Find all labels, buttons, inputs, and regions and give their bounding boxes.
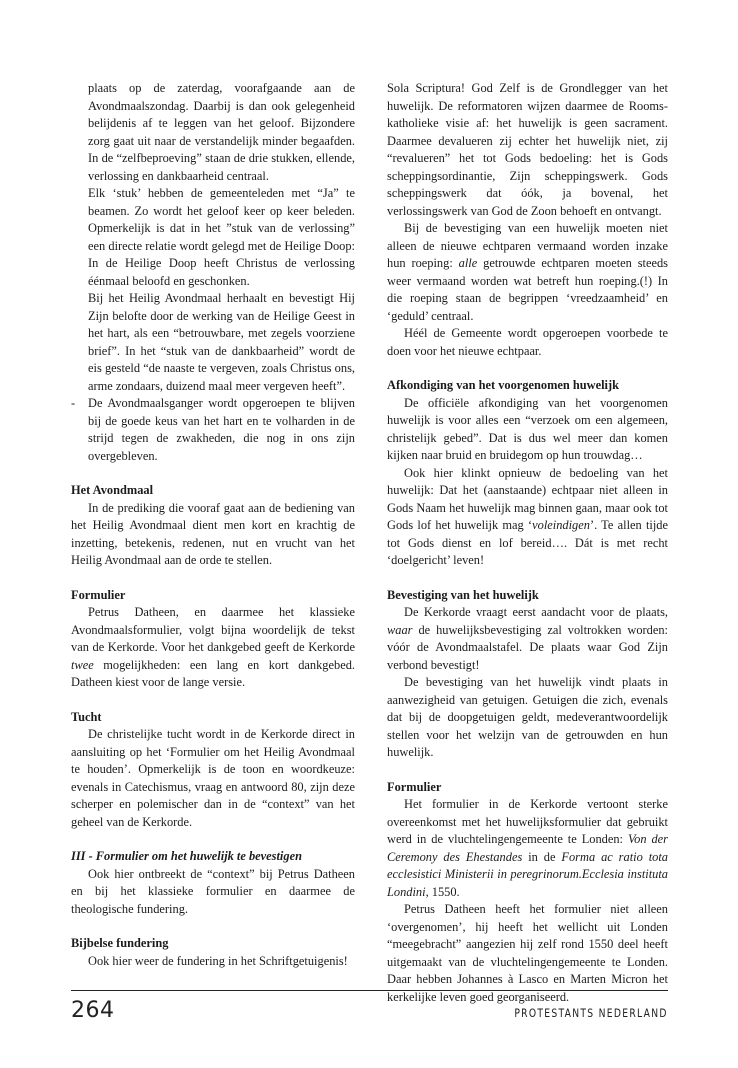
left-column bbox=[71, 80, 355, 970]
paragraph-afkondiging-2: Ook hier klinkt opnieuw de bedoeling van het huwelijk: Dat het (aanstaande) echtpaar niet alleen in Gods Naam het huwelijk mag binnen gaan, maar ook tot Gods lof het huwelijk mag ‘voleindigen’. Te allen tijde tot Gods dienst en lof bereid…. Dát is met recht ‘doelgericht’ leven! bbox=[387, 465, 668, 567]
journal-name: PROTESTANTS NEDERLAND bbox=[514, 1006, 668, 1020]
heading-bijbelse-fundering: Bijbelse fundering bbox=[71, 936, 169, 950]
dash-list-item bbox=[71, 395, 355, 465]
heading-section-iii: III - Formulier om het huwelijk te bevestigen bbox=[71, 849, 302, 863]
paragraph-bevestiging-2: De bevestiging van het huwelijk vindt plaats in aanwezigheid van getuigen. Getuigen die zich, evenals dat bij de doopgetuigen geldt, medeverantwoordelijk stellen voor het welzijn van de getrouwden en hun huwelijk. bbox=[387, 675, 668, 759]
paragraph-prediking: In de prediking die vooraf gaat aan de bediening van het Heilig Avondmaal dient men kort en krachtig de inzetting, betekenis, redenen, nut en vrucht van het Heilig Avondmaal aan de orde te stellen. bbox=[71, 500, 355, 567]
page-number: 264 bbox=[71, 998, 115, 1023]
paragraph-formulier-1: Het formulier in de Kerkorde vertoont sterke overeenkomst met het huwelijksformulier dat gebruikt werd in de vluchtelingengemeente te Londen: Von der Ceremony des Ehestandes in de Forma ac ratio tota ecclesistici Ministerii in peregrinorum.Ecclesia instituta Londini, 1550. bbox=[387, 797, 668, 899]
paragraph-sola-scriptura: Sola Scriptura! God Zelf is de Grondlegger van het huwelijk. De reformatoren wijzen daarmee de Rooms-katholieke visie af: het huwelijk is geen sacrament. Daarmee devalueren zij echter het huwelijk niet, zij “revalueren” het tot Gods bedoeling: het is Gods scheppingsordinantie, Zijn scheppingswerk. Gods scheppingswerk dat óók, ja bovenal, het verlossingswerk van God de Zoon behoeft en ontvangt. bbox=[387, 81, 668, 218]
paragraph-formulier: Petrus Datheen, en daarmee het klassieke Avondmaalsformulier, volgt bijna woordelijk de tekst van de Kerkorde. Voor het dankgebed geeft de Kerkorde twee mogelijkheden: een lang en kort dankgebed. Datheen kiest voor de lange versie. bbox=[71, 605, 355, 689]
paragraph-afkondiging-1: De officiële afkondiging van het voorgenomen huwelijk is voor alles een “verzoek om een algemeen, christelijk gebed”. Dat is dus wel meer dan komen kijken naar bruid en bruidegom op hun trouwdag… bbox=[387, 395, 668, 462]
paragraph-stuk: Elk ‘stuk’ hebben de gemeenteleden met “Ja” te beamen. Zo wordt het geloof keer op keer beleden. Opmerkelijk is dat in het ”stuk van de verlossing” een directe relatie wordt gelegd met de Heilige Doop: In de Heilige Doop heeft Christus de verlossing éénmaal beloofd en geschonken. bbox=[88, 186, 355, 288]
paragraph-tucht: De christelijke tucht wordt in de Kerkorde direct in aansluiting op het ‘Formulier om het Heilig Avondmaal te houden’. Opmerkelijk is de toon en woordkeuze: evenals in Catechismus, vraag en antwoord 80, zijn deze scherper en polemischer dan in de “context” van het geheel van de Kerkorde. bbox=[71, 727, 355, 829]
dash-bullet: - bbox=[71, 396, 76, 410]
heading-bevestiging: Bevestiging van het huwelijk bbox=[387, 587, 539, 602]
paragraph-bijbelse-fundering: Ook hier weer de fundering in het Schriftgetuigenis! bbox=[88, 953, 348, 968]
paragraph-bevestiging-1: De Kerkorde vraagt eerst aandacht voor de plaats, waar de huwelijksbevestiging zal voltrokken worden: vóór de Avondmaalstafel. De plaats waar God Zijn verbond bevestigt! bbox=[387, 605, 668, 672]
paragraph-zelfbeproeving: plaats op de zaterdag, voorafgaande aan de Avondmaalszondag. Daarbij is dan ook gelegenheid belijdenis af te leggen van het geloof. Bijzondere zorg gaat uit naar de verstandelijk minder begaafden. In de “zelfbeproeving” staan de drie stukken, ellende, verlossing en dankbaarheid centraal. bbox=[88, 81, 355, 183]
right-column bbox=[387, 80, 668, 1006]
paragraph-avondmaal-belofte: Bij het Heilig Avondmaal herhaalt en bevestigt Hij Zijn belofte door de werking van de Heilige Geest in het hart, als een “betrouwbare, met zegels voorziene brief”. In het “stuk van de dankbaarheid” wordt de eis gesteld “de naaste te vergeven, zoals Christus ons, arme zondaars, duizend maal meer vergeven heeft”. bbox=[88, 291, 355, 393]
heading-tucht: Tucht bbox=[71, 709, 102, 724]
paragraph-avondmaalsganger: De Avondmaalsganger wordt opgeroepen te blijven bij de goede keus van het hart en te volharden in de strijd tegen de zwakheden, die nog in ons zijn overgebleven. bbox=[88, 396, 355, 463]
paragraph-voorbede: Héél de Gemeente wordt opgeroepen voorbede te doen voor het nieuwe echtpaar. bbox=[387, 326, 668, 358]
paragraph-context: Ook hier ontbreekt de “context” bij Petrus Datheen en bij het klassieke formulier en daarmee de theologische fundering. bbox=[71, 866, 355, 916]
heading-formulier: Formulier bbox=[71, 587, 126, 602]
footer-rule bbox=[71, 990, 668, 991]
paragraph-bevestiging-roeping: Bij de bevestiging van een huwelijk moeten niet alleen de nieuwe echtparen vermaand worden inzake hun roeping: alle getrouwde echtparen moeten steeds weer vermaand worden wat betreft hun roeping.(!) In die roeping staan de begrippen ‘vreedzaamheid’ en ‘geduld’ centraal. bbox=[387, 221, 668, 323]
heading-afkondiging: Afkondiging van het voorgenomen huwelijk bbox=[387, 378, 620, 392]
paragraph-formulier-2: Petrus Datheen heeft het formulier niet alleen ‘overgenomen’, hij heeft het wellicht uit Londen “meegebracht” aangezien hij zelf rond 1550 deel heeft uitgemaakt van de vluchtelingengemeente te Londen. Daar hebben Johannes à Lasco en Marten Micron het kerkelijke leven goed georganiseerd. bbox=[387, 902, 668, 1004]
heading-het-avondmaal: Het Avondmaal bbox=[71, 483, 154, 497]
heading-formulier-right: Formulier bbox=[387, 779, 442, 794]
